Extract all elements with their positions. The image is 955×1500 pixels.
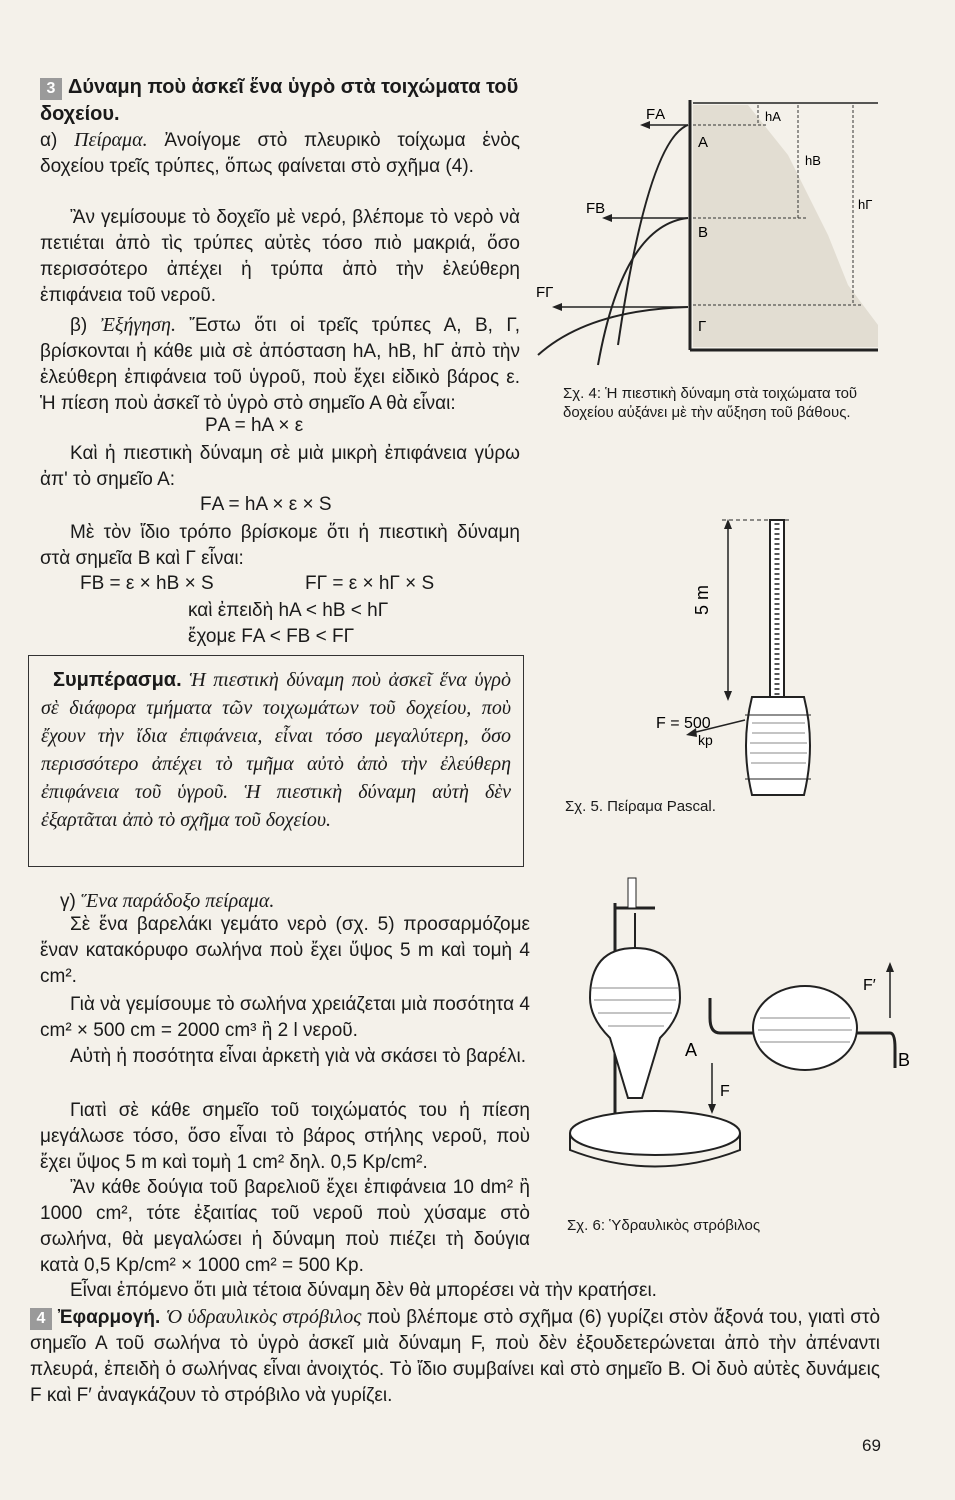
tube-B — [857, 1033, 895, 1068]
paragraph-b-2: Καὶ ἡ πιεστικὴ δύναμη σὲ μιὰ μικρὴ ἐπιφάνεια γύρω ἀπ' τὸ σημεῖο Α: — [40, 443, 520, 490]
paragraph-b — [40, 312, 520, 417]
figure-4-diagram — [528, 85, 888, 385]
formula-forces-ineq: ἔχομε FΑ < FΒ < FΓ — [188, 626, 355, 647]
label-FB: FΒ — [586, 200, 606, 217]
paragraph-a — [40, 127, 520, 180]
section-4-text: ποὺ βλέπομε στὸ σχῆμα (6) γυρίζει στὸν ἄξονά του, γιατὶ στὸ σημεῖο Α τοῦ σωλήνα τὸ ὑγρὸ ἀσκεῖ μιὰ δύναμη F, ποὺ δὲν ἐξουδετερώνεται ἀπὸ τὴν ἀπέναντι πλευρά, ἐπειδὴ ὁ σωλήνας εἶναι ἀνοιχτός. Τὸ ἴδιο συμβαίνει καὶ στὸ σημεῖο Β. Οἱ δυὸ αὐτὲς δυνάμεις F καὶ F′ ἀναγκάζουν τὸ στρόβιλο νὰ γυρίζει. — [30, 1307, 881, 1406]
label-5m: 5 m — [692, 584, 712, 615]
formula-force-g: FΓ = ε × hΓ × S — [305, 573, 435, 594]
label-Fp: F′ — [863, 977, 876, 994]
para-a-label: α) — [40, 130, 58, 151]
label-A: Α — [698, 134, 709, 151]
label-B: Β — [698, 224, 709, 241]
paragraph-c-1: Σὲ ἕνα βαρελάκι γεμάτο νερὸ (σχ. 5) προσαρμόζομε ἕναν κατακόρυφο σωλήνα ποὺ ἔχει ὕψος 5 m καὶ τομὴ 4 cm². — [40, 914, 530, 987]
paragraph-c-4: Γιατὶ σὲ κάθε σημεῖο τοῦ τοιχώματός του ἡ πίεση μεγάλωσε τόσο, ὅσο εἶναι τὸ βάρος στήλης νεροῦ, ποὺ ἔχει ὕψος 5 m καὶ τομὴ 1 cm² δηλ. 0,5 Kp/cm². — [40, 1100, 530, 1173]
turbine-sphere — [753, 986, 857, 1070]
section-4-italic: Ὁ ὑδραυλικὸς στρόβιλος — [165, 1306, 362, 1328]
formula-heights-ineq: καὶ ἐπειδὴ hΑ < hΒ < hΓ — [188, 600, 389, 621]
force-arrowhead-Fp — [886, 962, 894, 972]
conclusion-body: Ἡ πιεστικὴ δύναμη ποὺ ἀσκεῖ ἕνα ὑγρὸ σὲ διάφορα τμήματα τῶν τοιχωμάτων τοῦ δοχείου, ποὺ ἔχουν τὴν ἴδια ἐπιφάνεια, εἶναι τόσο μεγαλύτερη, ὅσο περισσότερο ἀπέχει τὸ τμῆμα αὐτὸ ἀπὸ τὴν ἐλεύθερη ἐπιφάνεια τοῦ ὑγροῦ. Ἡ πιεστικὴ δύναμη αὐτὴ δὲν ἐξαρτᾶται ἀπὸ τὸ σχῆμα τοῦ δοχείου. — [41, 669, 512, 831]
stopcock — [628, 878, 636, 908]
figure-4-caption: Σχ. 4: Ἡ πιεστικὴ δύναμη στὰ τοιχώματα τοῦ δοχείου αὐξάνει μὲ τὴν αὔξηση τοῦ βάθους. — [563, 385, 858, 421]
label-force: F = 500 — [656, 715, 711, 732]
section-number-badge: 3 — [40, 78, 62, 100]
section-4-paragraph — [30, 1304, 880, 1409]
paragraph-a-2: Ἂν γεμίσουμε τὸ δοχεῖο μὲ νερό, βλέπομε τὸ νερὸ νὰ πετιέται ἀπὸ τὶς τρύπες αὐτὲς τόσο πιὸ μακριά, ὅσο περισσότερο ἀπέχει ἡ τρύπα ἀπὸ τὴν ἐλεύθερη ἐπιφάνεια τοῦ νεροῦ. — [40, 207, 520, 306]
paragraph-c-3: Αὐτὴ ἡ ποσότητα εἶναι ἀρκετὴ γιὰ νὰ σκάσει τὸ βαρέλι. — [70, 1046, 527, 1067]
paragraph-c — [60, 888, 530, 915]
basin — [570, 1111, 740, 1155]
label-FG: FΓ — [536, 284, 554, 301]
label-B: Β — [898, 1050, 911, 1070]
formula-force-b: FΒ = ε × hΒ × S — [80, 573, 214, 594]
force-arrowhead-G — [552, 303, 562, 311]
formula-pressure-a: PΑ = hΑ × ε — [205, 415, 304, 436]
jet-B — [598, 218, 688, 365]
section-3-heading — [40, 74, 530, 128]
formula-force-a: FΑ = hΑ × ε × S — [200, 494, 332, 515]
label-hA: hΑ — [765, 109, 781, 124]
paragraph-c-6: Εἶναι ἑπόμενο ὅτι μιὰ τέτοια δύναμη δὲν θὰ μπορέσει νὰ τὴν κρατήσει. — [70, 1280, 657, 1301]
label-F: F — [720, 1083, 730, 1100]
liquid-shading — [693, 105, 878, 347]
label-FA: FΑ — [646, 106, 666, 123]
figure-6-caption: Σχ. 6: Ὑδραυλικὸς στρόβιλος — [567, 1217, 761, 1234]
dim-bottom-arrow — [724, 691, 732, 701]
page-number: 69 — [862, 1436, 881, 1455]
jet-G — [538, 307, 688, 355]
figure-5-diagram — [640, 505, 860, 810]
paragraph-b-3: Μὲ τὸν ἴδιο τρόπο βρίσκομε ὅτι ἡ πιεστικὴ δύναμη στὰ σημεῖα Β καὶ Γ εἶναι: — [40, 522, 520, 569]
label-A: Α — [685, 1040, 698, 1060]
conclusion-box — [28, 655, 524, 867]
section-4-badge: 4 — [30, 1308, 52, 1330]
para-a-text: Ἀνοίγομε στὸ πλευρικὸ τοίχωμα ἑνὸς δοχείου τρεῖς τρύπες, ὅπως φαίνεται στὸ σχῆμα (4). — [40, 130, 521, 177]
paragraph-c-2: Γιὰ νὰ γεμίσουμε τὸ σωλήνα χρειάζεται μιὰ ποσότητα 4 cm² × 500 cm = 2000 cm³ ἢ 2 l νεροῦ. — [40, 994, 530, 1041]
funnel-body — [590, 948, 680, 1098]
figure-5-caption: Σχ. 5. Πείραμα Pascal. — [565, 798, 716, 815]
paragraph-c-5: Ἂν κάθε δούγια τοῦ βαρελιοῦ ἔχει ἐπιφάνεια 10 dm² ἢ 1000 cm², τότε ἐξαιτίας τοῦ νεροῦ ποὺ χύσαμε στὸ σωλήνα, θὰ μεγαλώσει ἡ δύναμη ποὺ πιέζει τὴ δούγια κατὰ 0,5 Kp/cm² × 1000 cm² = 500 Kp. — [40, 1177, 530, 1276]
label-force-unit: kp — [698, 732, 713, 748]
section-4-label: Ἐφαρμογή. — [58, 1307, 161, 1328]
para-b-italic: Ἐξήγηση. — [100, 314, 176, 336]
figure-6-diagram — [560, 868, 911, 1198]
force-arrowhead-F — [708, 1104, 716, 1114]
section-3-title: Δύναμη ποὺ ἀσκεῖ ἕνα ὑγρὸ στὰ τοιχώματα τοῦ δοχείου. — [40, 76, 519, 125]
barrel — [746, 697, 810, 795]
tube-A — [710, 998, 753, 1033]
para-a-italic: Πείραμα. — [74, 129, 148, 151]
conclusion-label: Συμπέρασμα. — [53, 669, 182, 691]
conclusion-text — [41, 666, 511, 834]
para-c-italic: Ἕνα παράδοξο πείραμα. — [81, 890, 275, 912]
para-b-label: β) — [70, 315, 88, 336]
label-G: Γ — [698, 318, 707, 335]
label-hB: hΒ — [805, 153, 821, 168]
para-c-label: γ) — [60, 891, 76, 912]
para-b-text: Ἔστω ὅτι οἱ τρεῖς τρύπες Α, Β, Γ, βρίσκονται ἡ κάθε μιὰ σὲ ἀπόσταση hΑ, hΒ, hΓ ἀπὸ τὴν ἐλεύθερη ἐπιφάνεια τοῦ ὑγροῦ, ποὺ ἔχει εἰδικὸ βάρος ε. Ἡ πίεση ποὺ ἀσκεῖ τὸ ὑγρὸ στὸ σημεῖο Α θὰ εἶναι: — [40, 315, 521, 414]
label-hG: hΓ — [858, 197, 873, 212]
